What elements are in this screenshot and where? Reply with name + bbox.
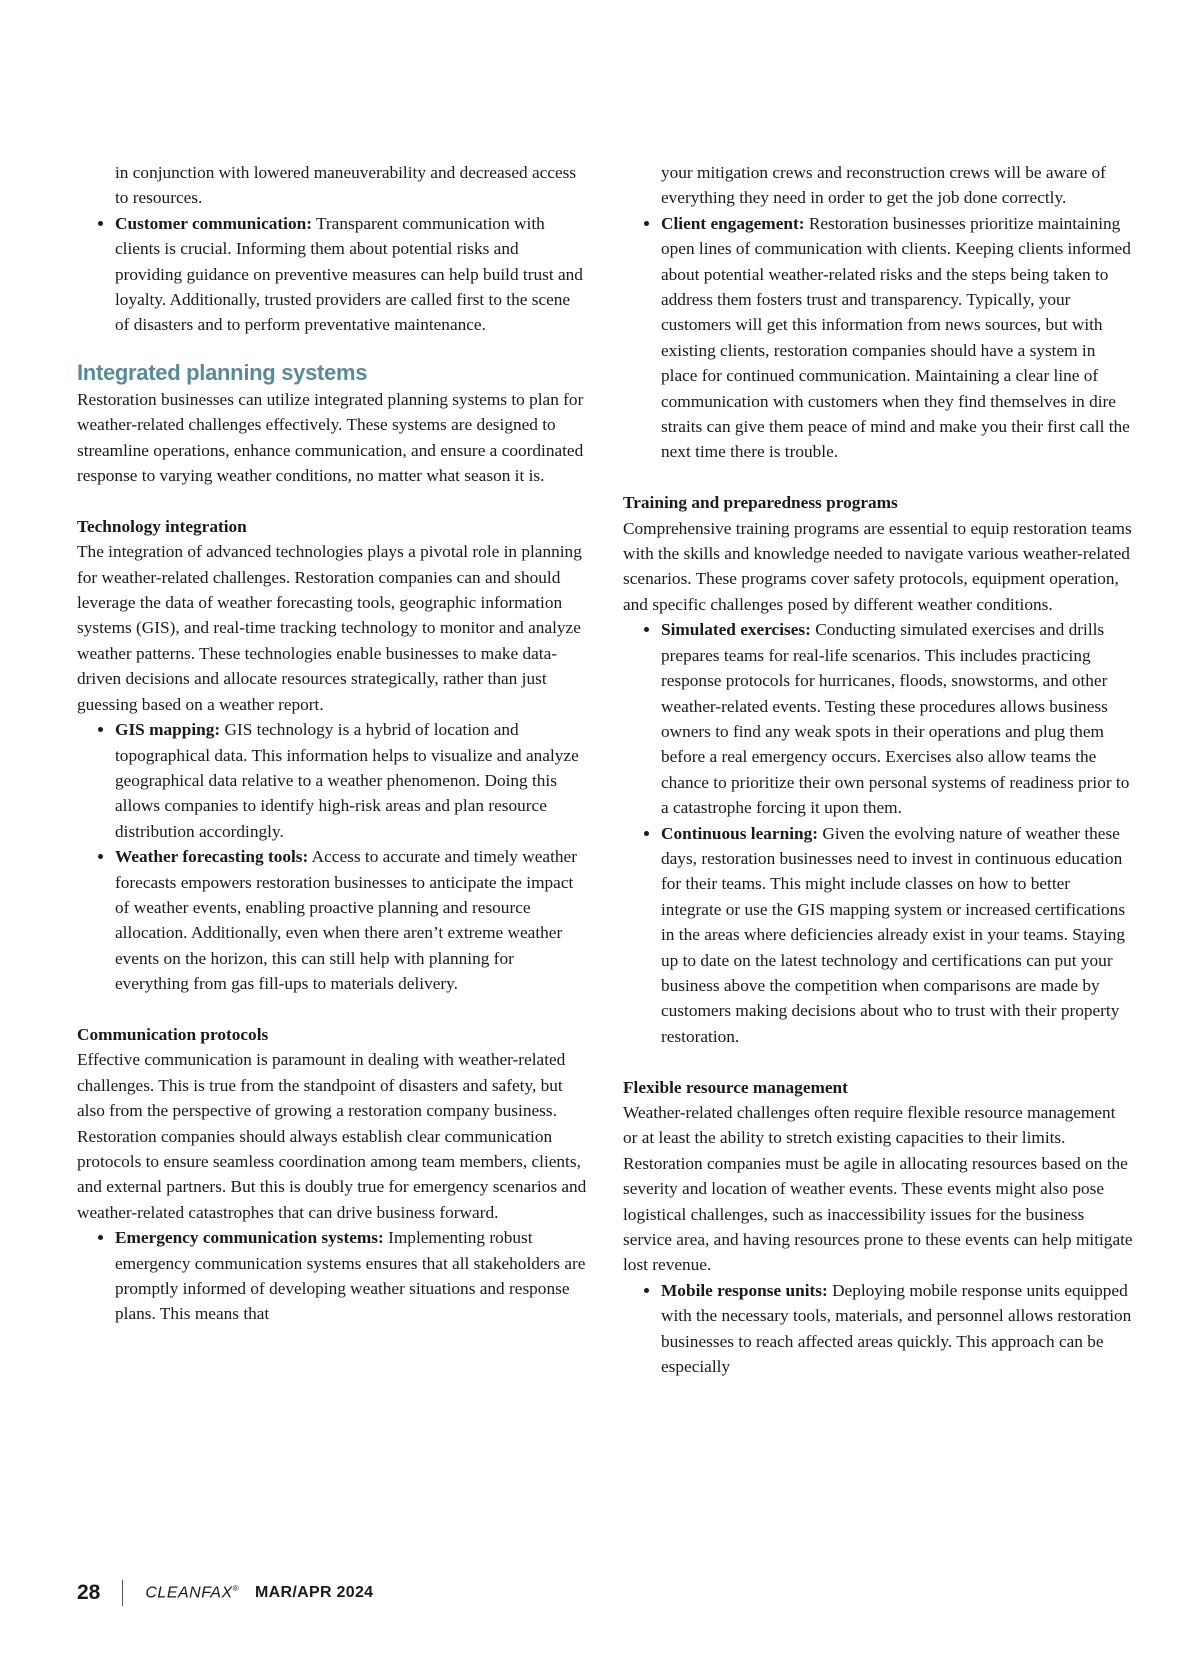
- magazine-brand: [145, 1584, 239, 1602]
- page-footer: [77, 1578, 373, 1608]
- list-item-continuation: your mitigation crews and reconstruction crews will be aware of everything they need in order to get the job done correctly.: [661, 163, 1106, 208]
- paragraph-flexible-resource-management: Weather-related challenges often require flexible resource management or at least the ability to stretch existing capacities to their limits. Restoration companies must be agile in allocating resources based on the severity and location of weather events. These events might also pose logistical challenges, such as inaccessibility issues for the business service area, and having resources prone to these events can help mitigate lost revenue.: [623, 1103, 1133, 1275]
- subheading-training-preparedness: Training and preparedness programs: [623, 493, 898, 513]
- bullet-list: [77, 211, 587, 338]
- subheading-communication-protocols: Communication protocols: [77, 1024, 269, 1044]
- list-item-simulated-exercises: [661, 617, 1133, 820]
- bullet-list: [77, 717, 587, 996]
- section-heading-integrated-planning: Integrated planning systems: [77, 359, 368, 385]
- bullet-term: GIS mapping:: [115, 720, 221, 740]
- issue-date: MAR/APR 2024: [255, 1584, 374, 1601]
- bullet-list: [623, 617, 1133, 1049]
- subheading-flexible-resource-management: Flexible resource management: [623, 1077, 848, 1097]
- bullet-text: GIS technology is a hybrid of location and topographical data. This information helps to visualize and analyze geographical data relative to a weather phenomenon. Doing this allows companies to identify high-risk areas and plan resource distribution accordingly.: [115, 720, 579, 841]
- list-item-continuous-learning: [661, 821, 1133, 1050]
- list-item-weather-forecasting: [115, 844, 587, 996]
- registered-mark: ®: [232, 1583, 240, 1593]
- bullet-term: Emergency communication systems:: [115, 1228, 384, 1248]
- subheading-technology-integration: Technology integration: [77, 516, 247, 536]
- list-item-continuation: in conjunction with lowered maneuverability and decreased access to resources.: [115, 163, 577, 208]
- page-number: 28: [77, 1581, 101, 1604]
- bullet-text: Transparent communication with clients is crucial. Informing them about potential risks and providing guidance on preventive measures can help build trust and loyalty. Additionally, trusted providers are called first to the scene of disasters and to perform preventative maintenance.: [115, 213, 583, 335]
- paragraph-integrated-planning: Restoration businesses can utilize integrated planning systems to plan for weather-related challenges effectively. These systems are designed to streamline operations, enhance communication, and ensure a coordinated response to varying weather conditions, no matter what season it is.: [77, 389, 584, 486]
- bullet-term: Mobile response units:: [661, 1280, 828, 1300]
- bullet-term: Client engagement:: [661, 213, 805, 233]
- list-item-customer-communication: [115, 211, 587, 338]
- bullet-text: Conducting simulated exercises and drills prepares teams for real-life scenarios. This includes practicing response protocols for hurricanes, floods, snowstorms, and other weather-related events. Testing these procedures allows business owners to find any weak spots in their operations and plug them before a real emergency occurs. Exercises also allow teams the chance to prioritize their own personal systems of readiness prior to a catastrophe forcing it upon them.: [661, 620, 1130, 818]
- paragraph-communication-protocols: Effective communication is paramount in dealing with weather-related challenges. This is true from the standpoint of disasters and safety, but also from the perspective of growing a restoration company business. Restoration companies should always establish clear communication protocols to ensure seamless coordination among team members, clients, and external partners. But this is doubly true for emergency scenarios and weather-related catastrophes that can drive business forward.: [77, 1050, 587, 1222]
- bullet-text: Implementing robust emergency communication systems ensures that all stakeholders are promptly informed of developing weather situations and response plans. This means that: [115, 1228, 586, 1324]
- brand-name: CLEANFAX: [145, 1584, 233, 1602]
- footer-divider: [122, 1580, 123, 1606]
- bullet-text: Deploying mobile response units equipped with the necessary tools, materials, and personnel allows restoration businesses to reach affected areas quickly. This approach can be especially: [661, 1280, 1132, 1377]
- bullet-list-continued: [623, 160, 1133, 211]
- right-column: [623, 160, 1133, 1379]
- bullet-list-continued: [77, 160, 587, 211]
- paragraph-technology-integration: The integration of advanced technologies plays a pivotal role in planning for weather-related challenges. Restoration companies can and should leverage the data of weather forecasting tools, geographic information systems (GIS), and real-time tracking technology to monitor and analyze weather patterns. These technologies enable businesses to make data-driven decisions and allocate resources strategically, rather than just guessing based on a weather report.: [77, 542, 582, 714]
- list-item-emergency-communication: [115, 1225, 587, 1327]
- list-item-client-engagement: [661, 211, 1133, 465]
- bullet-list: [623, 211, 1133, 465]
- paragraph-training-preparedness: Comprehensive training programs are essential to equip restoration teams with the skills and knowledge needed to navigate various weather-related scenarios. These programs cover safety protocols, equipment operation, and specific challenges posed by different weather conditions.: [623, 518, 1132, 614]
- bullet-text: Restoration businesses prioritize maintaining open lines of communication with clients. Keeping clients informed about potential weather-related risks and the steps being taken to address them fosters trust and transparency. Typically, your customers will get this information from news sources, but with existing clients, restoration companies should have a system in place for continued communication. Maintaining a clear line of communication with customers when they find themselves in dire straits can give them peace of mind and make you their first call the next time there is trouble.: [661, 213, 1131, 462]
- bullet-list: [77, 1225, 587, 1327]
- bullet-term: Weather forecasting tools:: [115, 847, 309, 867]
- bullet-term: Simulated exercises:: [661, 620, 811, 640]
- bullet-term: Continuous learning:: [661, 823, 819, 843]
- list-item-gis-mapping: [115, 717, 587, 844]
- bullet-text: Access to accurate and timely weather forecasts empowers restoration businesses to anticipate the impact of weather events, enabling proactive planning and resource allocation. Additionally, even when there aren’t extreme weather events on the horizon, this can still help with planning for everything from gas fill-ups to materials delivery.: [115, 847, 577, 994]
- bullet-text: Given the evolving nature of weather these days, restoration businesses need to invest in continuous education for their teams. This might include classes on how to better integrate or use the GIS mapping system or increased certifications in the areas where deficiencies already exist in your teams. Staying up to date on the latest technology and certifications can put your business above the competition when comparisons are made by customers making decisions about who to trust with their property restoration.: [661, 823, 1126, 1046]
- left-column: [77, 160, 587, 1327]
- bullet-list: [623, 1278, 1133, 1380]
- list-item-mobile-response-units: [661, 1278, 1133, 1380]
- bullet-term: Customer communication:: [115, 213, 312, 233]
